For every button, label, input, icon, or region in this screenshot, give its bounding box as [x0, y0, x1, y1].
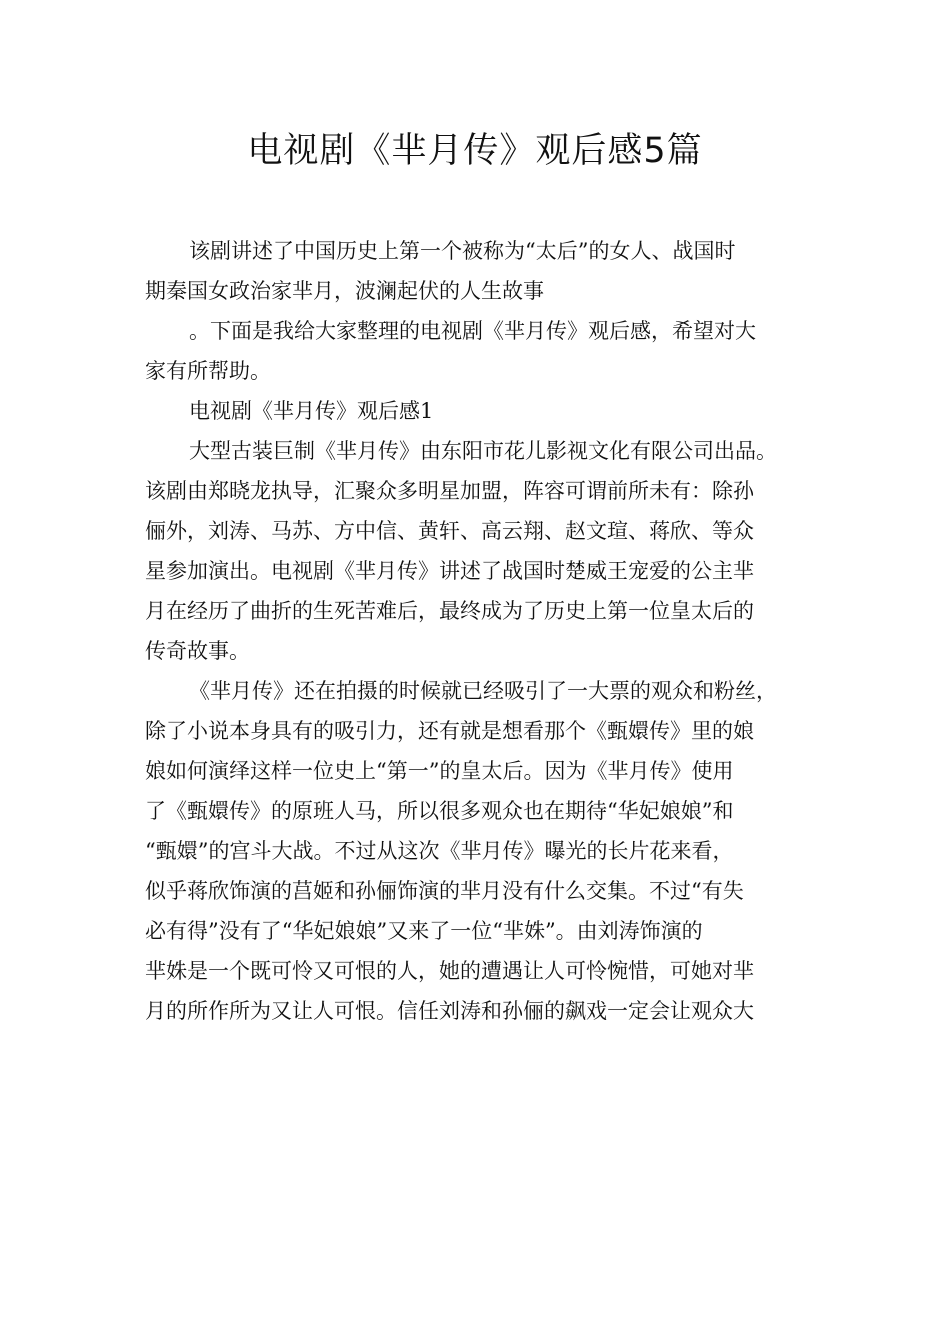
- text-line: 必有得”没有了“华妃娘娘”又来了一位“芈姝”。由刘涛饰演的: [145, 919, 703, 943]
- text-line: 。下面是我给大家整理的电视剧《芈月传》观后感，希望对大: [189, 319, 756, 343]
- text-line: “甄嬛”的宫斗大战。不过从这次《芈月传》曝光的长片花来看，: [145, 839, 734, 863]
- text-line: 该剧讲述了中国历史上第一个被称为“太后”的女人、战国时: [189, 239, 736, 263]
- body-paragraph-1: [145, 431, 825, 671]
- text-line: 该剧由郑晓龙执导，汇聚众多明星加盟，阵容可谓前所未有：除孙: [145, 479, 754, 503]
- text-line: 大型古装巨制《芈月传》由东阳市花儿影视文化有限公司出品。: [189, 439, 777, 463]
- text-line: 期秦国女政治家芈月，波澜起伏的人生故事: [145, 279, 544, 303]
- text-line: 娘如何演绎这样一位史上“第一”的皇太后。因为《芈月传》使用: [145, 759, 734, 783]
- text-line: 俪外，刘涛、马苏、方中信、黄轩、高云翔、赵文瑄、蒋欣、等众: [145, 519, 754, 543]
- page-title: 电视剧《芈月传》观后感5篇: [247, 131, 703, 171]
- intro-paragraph-2: [145, 311, 825, 391]
- intro-paragraph: [145, 231, 825, 311]
- text-line: 家有所帮助。: [145, 359, 271, 383]
- text-line: 除了小说本身具有的吸引力，还有就是想看那个《甄嬛传》里的娘: [145, 719, 754, 743]
- text-line: 月在经历了曲折的生死苦难后，最终成为了历史上第一位皇太后的: [145, 599, 754, 623]
- text-line: 星参加演出。电视剧《芈月传》讲述了战国时楚威王宠爱的公主芈: [145, 559, 754, 583]
- section-heading: [145, 391, 825, 431]
- text-line: 似乎蒋欣饰演的莒姬和孙俪饰演的芈月没有什么交集。不过“有失: [145, 879, 744, 903]
- text-line: 月的所作所为又让人可恨。信任刘涛和孙俪的飙戏一定会让观众大: [145, 999, 754, 1023]
- text-line: 传奇故事。: [145, 639, 250, 663]
- text-line: 《芈月传》还在拍摄的时候就已经吸引了一大票的观众和粉丝，: [189, 679, 777, 703]
- text-line: 芈姝是一个既可怜又可恨的人，她的遭遇让人可怜惋惜，可她对芈: [145, 959, 754, 983]
- section-heading-text: 电视剧《芈月传》观后感1: [189, 399, 434, 423]
- body-paragraph-2: [145, 671, 825, 1031]
- document-body: [145, 231, 825, 1031]
- text-line: 了《甄嬛传》的原班人马，所以很多观众也在期待“华妃娘娘”和: [145, 799, 734, 823]
